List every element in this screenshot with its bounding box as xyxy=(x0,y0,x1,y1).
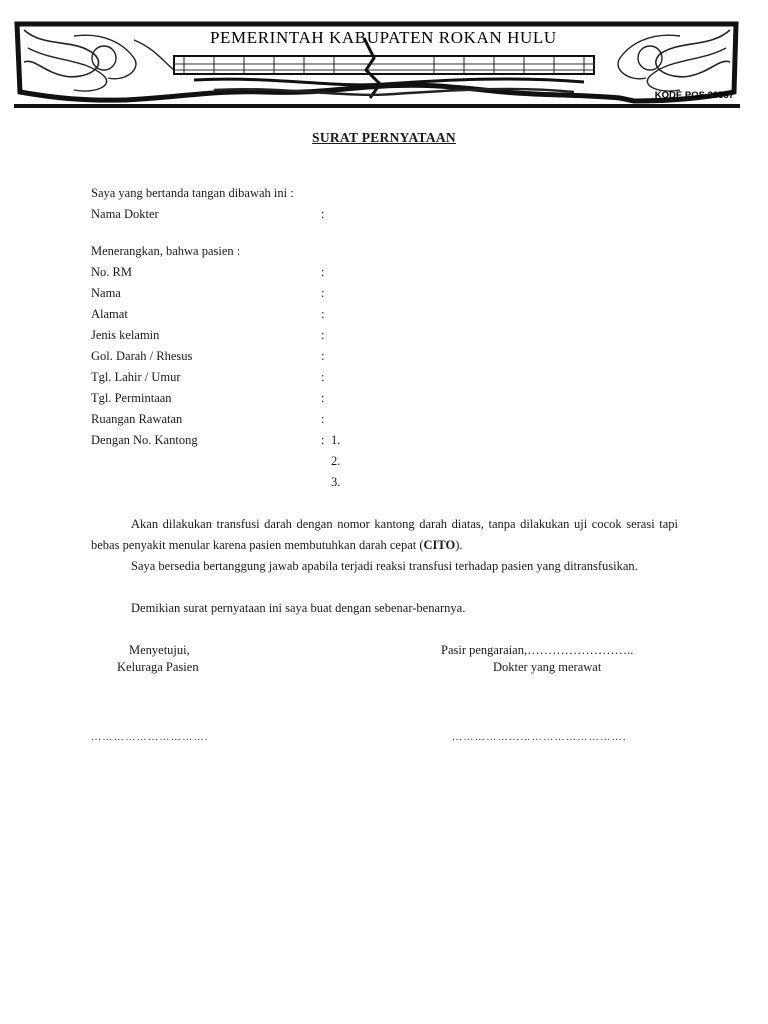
field-label: Jenis kelamin xyxy=(91,328,160,342)
field-label: Nama Dokter xyxy=(91,207,159,221)
letterhead xyxy=(14,18,740,110)
field-label: Tgl. Permintaan xyxy=(91,391,172,405)
field-label: Dengan No. Kantong xyxy=(91,433,198,447)
postal-code: KODE POS 28557 xyxy=(654,90,734,101)
field-colon: : xyxy=(321,391,325,405)
family-signature-line: …………………………. xyxy=(91,732,209,743)
bag-number: 2. xyxy=(331,454,341,468)
bag-number: 3. xyxy=(331,475,341,489)
statement-paragraph xyxy=(91,514,678,556)
family-role: Keluraga Pasien xyxy=(117,660,199,674)
field-label: Alamat xyxy=(91,307,128,321)
field-label: Nama xyxy=(91,286,121,300)
field-colon: : xyxy=(321,433,325,447)
field-colon: : xyxy=(321,370,325,384)
field-label: Ruangan Rawatan xyxy=(91,412,183,426)
field-colon: : xyxy=(321,328,325,342)
doctor-signature-line: ………………………………………. xyxy=(452,732,627,743)
field-label: Gol. Darah / Rhesus xyxy=(91,349,193,363)
bag-number: 1. xyxy=(331,433,341,447)
patient-intro-text: Menerangkan, bahwa pasien : xyxy=(91,244,241,258)
responsibility-paragraph: Saya bersedia bertanggung jawab apabila terjadi reaksi transfusi terhadap pasien yang ditransfusikan. xyxy=(131,559,638,573)
statement-text-end: ). xyxy=(455,538,463,552)
closing-paragraph: Demikian surat pernyataan ini saya buat dengan sebenar-benarnya. xyxy=(131,601,466,615)
approval-heading: Menyetujui, xyxy=(129,643,190,657)
field-colon: : xyxy=(321,265,325,279)
place-date: Pasir pengaraian,…………………….. xyxy=(441,643,634,657)
field-colon: : xyxy=(321,307,325,321)
letterhead-title: PEMERINTAH KABUPATEN ROKAN HULU xyxy=(210,28,557,47)
statement-text: Akan dilakukan transfusi darah dengan nomor kantong darah diatas, tanpa dilakukan uji cocok serasi tapi bebas penyakit menular karena pasien membutuhkan darah cepat ( xyxy=(91,517,678,552)
field-colon: : xyxy=(321,286,325,300)
document-title: SURAT PERNYATAAN xyxy=(312,130,456,145)
field-label: No. RM xyxy=(91,265,132,279)
field-colon: : xyxy=(321,412,325,426)
doctor-role: Dokter yang merawat xyxy=(493,660,602,674)
intro-text: Saya yang bertanda tangan dibawah ini : xyxy=(91,186,294,200)
field-colon: : xyxy=(321,207,325,221)
cito-label: CITO xyxy=(423,538,456,552)
field-label: Tgl. Lahir / Umur xyxy=(91,370,181,384)
field-colon: : xyxy=(321,349,325,363)
